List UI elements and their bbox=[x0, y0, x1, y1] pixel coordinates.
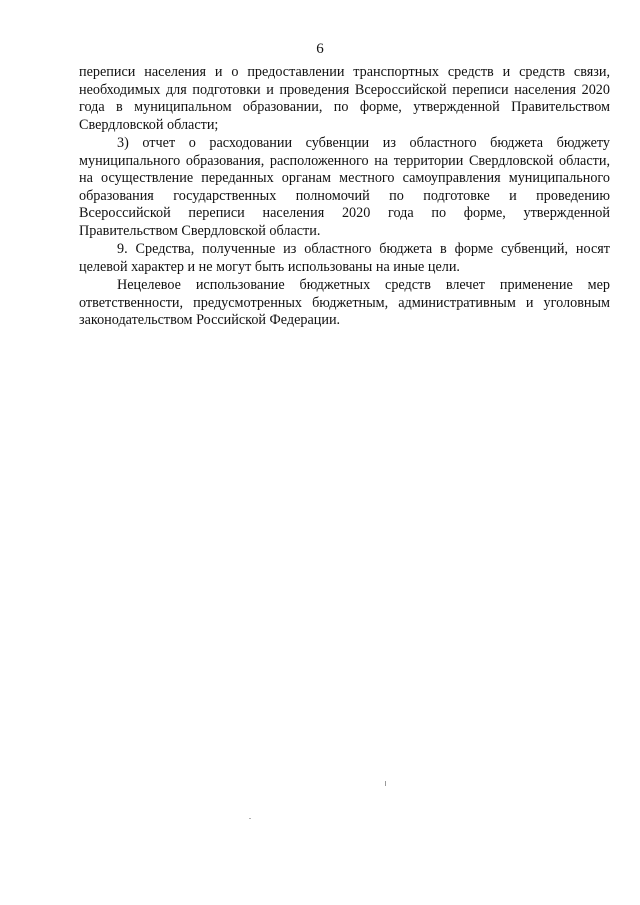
paragraph-item-3: 3) отчет о расходовании субвенции из областного бюджета бюджету муниципального образования, расположенного на территории Свердловской области, на осуществление переданных органам местного самоуправления муниципального образования государственных полномочий по подготовке и проведению Всероссийской переписи населения 2020 года по форме, утвержденной Правительством Свердловской области. bbox=[79, 134, 610, 239]
scan-artifact-dot bbox=[249, 818, 251, 819]
paragraph-misuse-liability: Нецелевое использование бюджетных средств влечет применение мер ответственности, предусмотренных бюджетным, административным и уголовным законодательством Российской Федерации. bbox=[79, 276, 610, 329]
paragraph-clause-9: 9. Средства, полученные из областного бюджета в форме субвенций, носят целевой характер и не могут быть использованы на иные цели. bbox=[79, 241, 610, 275]
document-body bbox=[79, 64, 610, 330]
paragraph-continuation: переписи населения и о предоставлении транспортных средств и средств связи, необходимых для подготовки и проведения Всероссийской переписи населения 2020 года в муниципальном образовании, по форме, утвержденной Правительством Свердловской области; bbox=[79, 64, 610, 133]
page-number: 6 bbox=[316, 41, 324, 57]
scan-artifact-mark bbox=[385, 781, 386, 786]
